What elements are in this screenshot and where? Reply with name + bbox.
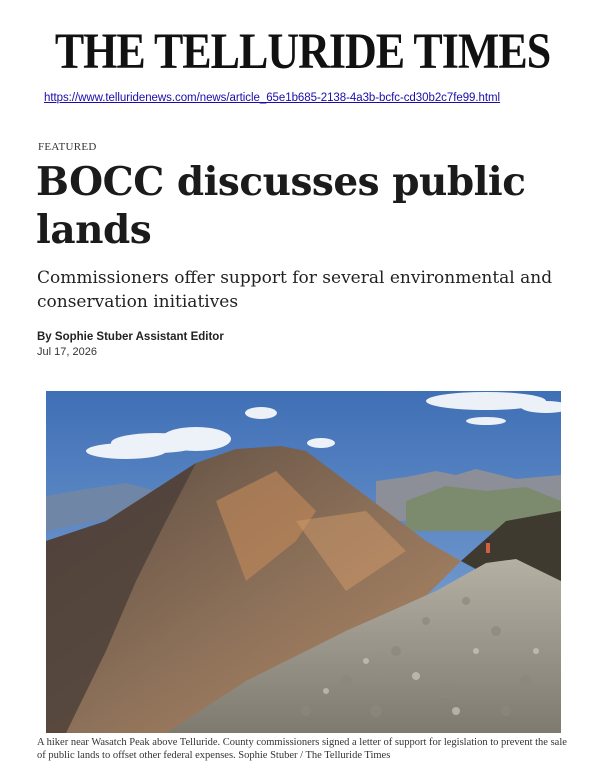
mountain-photo-image [46, 391, 561, 733]
article-photo[interactable] [46, 391, 561, 733]
masthead-logo[interactable]: THE TELLURIDE TIMES [54, 23, 551, 80]
masthead[interactable] [0, 22, 605, 78]
article-headline: BOCC discusses public lands [36, 159, 526, 253]
article-date: Jul 17, 2026 [37, 346, 97, 358]
hiker-figure [486, 539, 490, 553]
article-subhead: Commissioners offer support for several environmental and conservation initiatives [37, 268, 553, 312]
article-byline[interactable]: By Sophie Stuber Assistant Editor [37, 331, 224, 343]
photo-caption: A hiker near Wasatch Peak above Telluride. County commissioners signed a letter of support for legislation to prevent the sale of public lands to offset other federal expenses. Sophie Stuber / The Telluride Times [37, 737, 567, 761]
article-url[interactable]: https://www.telluridenews.com/news/article_65e1b685-2138-4a3b-bcfc-cd30b2c7fe99.html [44, 92, 501, 104]
section-kicker: FEATURED [38, 141, 97, 153]
